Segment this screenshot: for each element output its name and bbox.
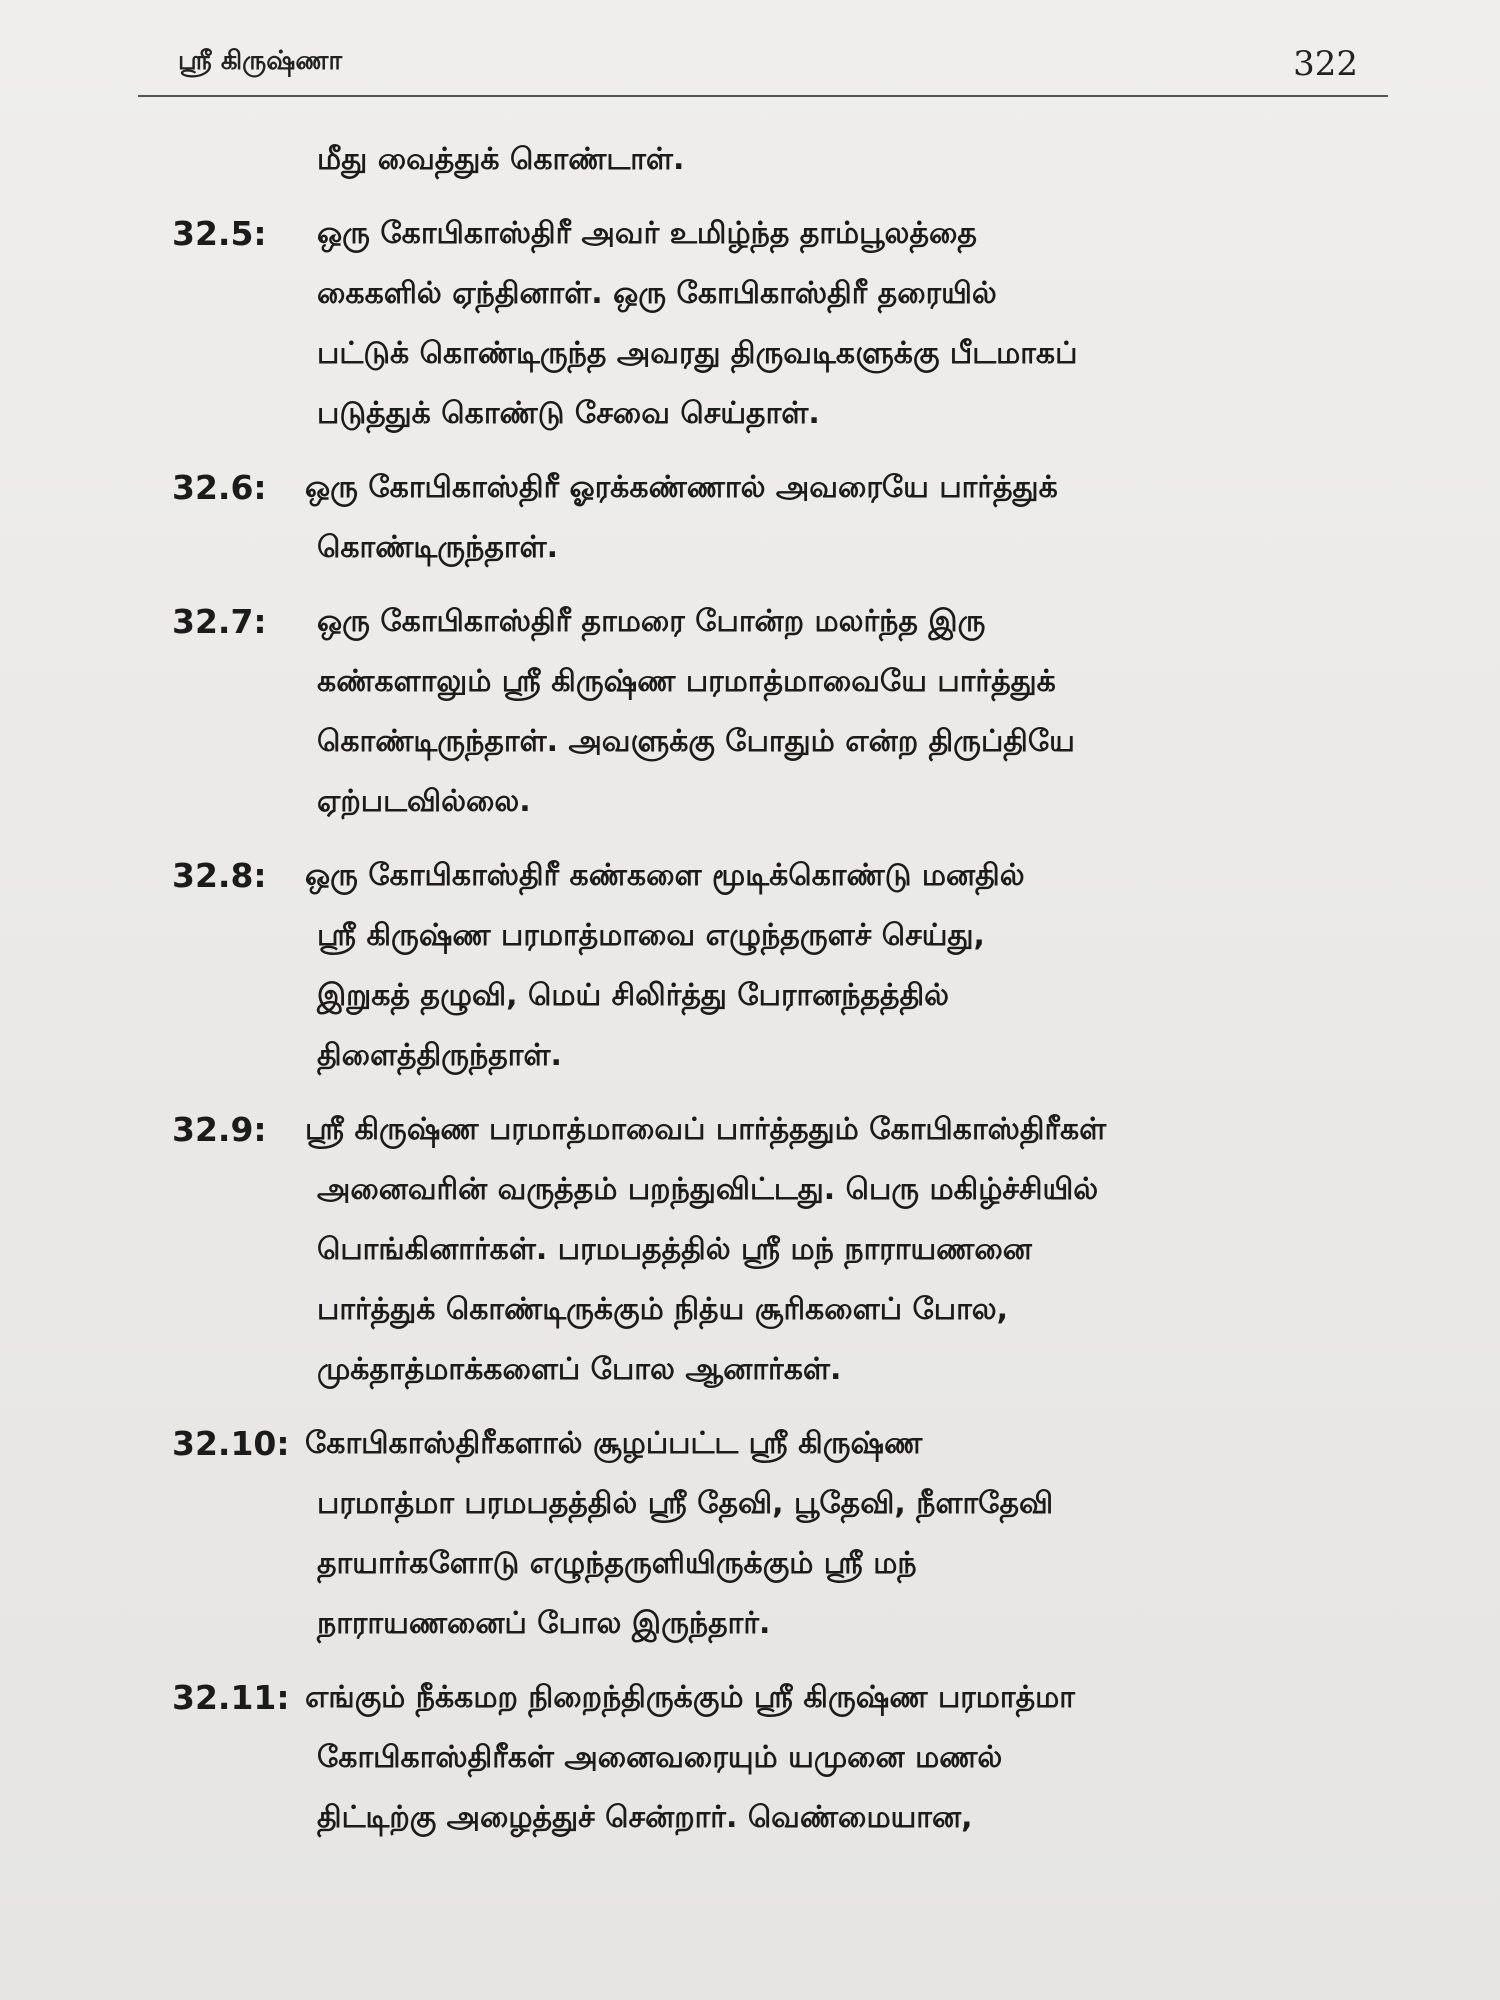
verse-line: கோபிகாஸ்திரீகள் அனைவரையும் யமுனை மணல் xyxy=(317,1740,1003,1775)
header-rule xyxy=(138,95,1388,97)
verse-number: 32.5: xyxy=(172,214,267,253)
verse-line: ஸ்ரீ கிருஷ்ண பரமாத்மாவை எழுந்தருளச் செய்து, xyxy=(317,918,985,953)
verse-32-7 xyxy=(160,592,1390,832)
verse-line: கைகளில் ஏந்தினாள். ஒரு கோபிகாஸ்திரீ தரையில் xyxy=(317,276,997,311)
verse-number: 32.11: xyxy=(172,1678,290,1717)
verse-32-10 xyxy=(160,1414,1390,1654)
verse-32-6 xyxy=(160,458,1390,578)
verse-line: கொண்டிருந்தாள். அவளுக்கு போதும் என்ற திருப்தியே xyxy=(317,724,1075,759)
verse-line: அனைவரின் வருத்தம் பறந்துவிட்டது. பெரு மகிழ்ச்சியில் xyxy=(317,1172,1099,1207)
verse-line: ஏற்படவில்லை. xyxy=(317,784,531,819)
verse-line: மீது வைத்துக் கொண்டாள். xyxy=(317,142,685,177)
verse-line: ஒரு கோபிகாஸ்திரீ ஓரக்கண்ணால் அவரையே பார்த்துக் xyxy=(305,470,1058,505)
verse-32-8 xyxy=(160,846,1390,1086)
verse-32-11 xyxy=(160,1668,1390,1848)
verse-line: திட்டிற்கு அழைத்துச் சென்றார். வெண்மையான, xyxy=(317,1800,973,1835)
verse-line: கோபிகாஸ்திரீகளால் சூழப்பட்ட ஸ்ரீ கிருஷ்ண xyxy=(305,1426,923,1461)
verse-line: படுத்துக் கொண்டு சேவை செய்தாள். xyxy=(317,396,820,431)
verse-line: ஸ்ரீ கிருஷ்ண பரமாத்மாவைப் பார்த்ததும் கோபிகாஸ்திரீகள் xyxy=(305,1112,1107,1147)
verse-line: பரமாத்மா பரமபதத்தில் ஸ்ரீ தேவி, பூதேவி, நீளாதேவி xyxy=(317,1486,1054,1521)
running-title: ஸ்ரீ கிருஷ்ணா xyxy=(178,46,343,76)
verse-line: தாயார்களோடு எழுந்தருளியிருக்கும் ஸ்ரீ மந் xyxy=(317,1546,917,1581)
verse-line: முக்தாத்மாக்களைப் போல ஆனார்கள். xyxy=(317,1352,842,1387)
verse-number: 32.8: xyxy=(172,856,267,895)
verse-32-5 xyxy=(160,204,1390,444)
verse-line: பார்த்துக் கொண்டிருக்கும் நித்ய சூரிகளைப் போல, xyxy=(317,1292,1009,1327)
page-number: 322 xyxy=(1293,44,1358,84)
verse-32-9 xyxy=(160,1100,1390,1400)
verse-line: இறுகத் தழுவி, மெய் சிலிர்த்து பேரானந்தத்தில் xyxy=(317,978,950,1013)
verse-number: 32.7: xyxy=(172,602,267,641)
page-body xyxy=(160,130,1390,1848)
verse-line: திளைத்திருந்தாள். xyxy=(317,1038,562,1073)
verse-number: 32.6: xyxy=(172,468,267,507)
page-header xyxy=(178,40,1388,100)
verse-line: பொங்கினார்கள். பரமபதத்தில் ஸ்ரீ மந் நாராயணனை xyxy=(317,1232,1032,1267)
verse-line: ஒரு கோபிகாஸ்திரீ கண்களை மூடிக்கொண்டு மனதில் xyxy=(305,858,1025,893)
verse-continuation xyxy=(160,130,1390,190)
verse-line: எங்கும் நீக்கமற நிறைந்திருக்கும் ஸ்ரீ கிருஷ்ண பரமாத்மா xyxy=(305,1680,1075,1715)
verse-line: ஒரு கோபிகாஸ்திரீ தாமரை போன்ற மலர்ந்த இரு xyxy=(317,604,986,639)
verse-line: கொண்டிருந்தாள். xyxy=(317,530,558,565)
verse-line: நாராயணனைப் போல இருந்தார். xyxy=(317,1606,771,1641)
verse-line: ஒரு கோபிகாஸ்திரீ அவர் உமிழ்ந்த தாம்பூலத்தை xyxy=(317,216,977,251)
verse-line: பட்டுக் கொண்டிருந்த அவரது திருவடிகளுக்கு பீடமாகப் xyxy=(317,336,1078,371)
verse-line: கண்களாலும் ஸ்ரீ கிருஷ்ண பரமாத்மாவையே பார்த்துக் xyxy=(317,664,1056,699)
verse-number: 32.9: xyxy=(172,1110,267,1149)
verse-number: 32.10: xyxy=(172,1424,290,1463)
